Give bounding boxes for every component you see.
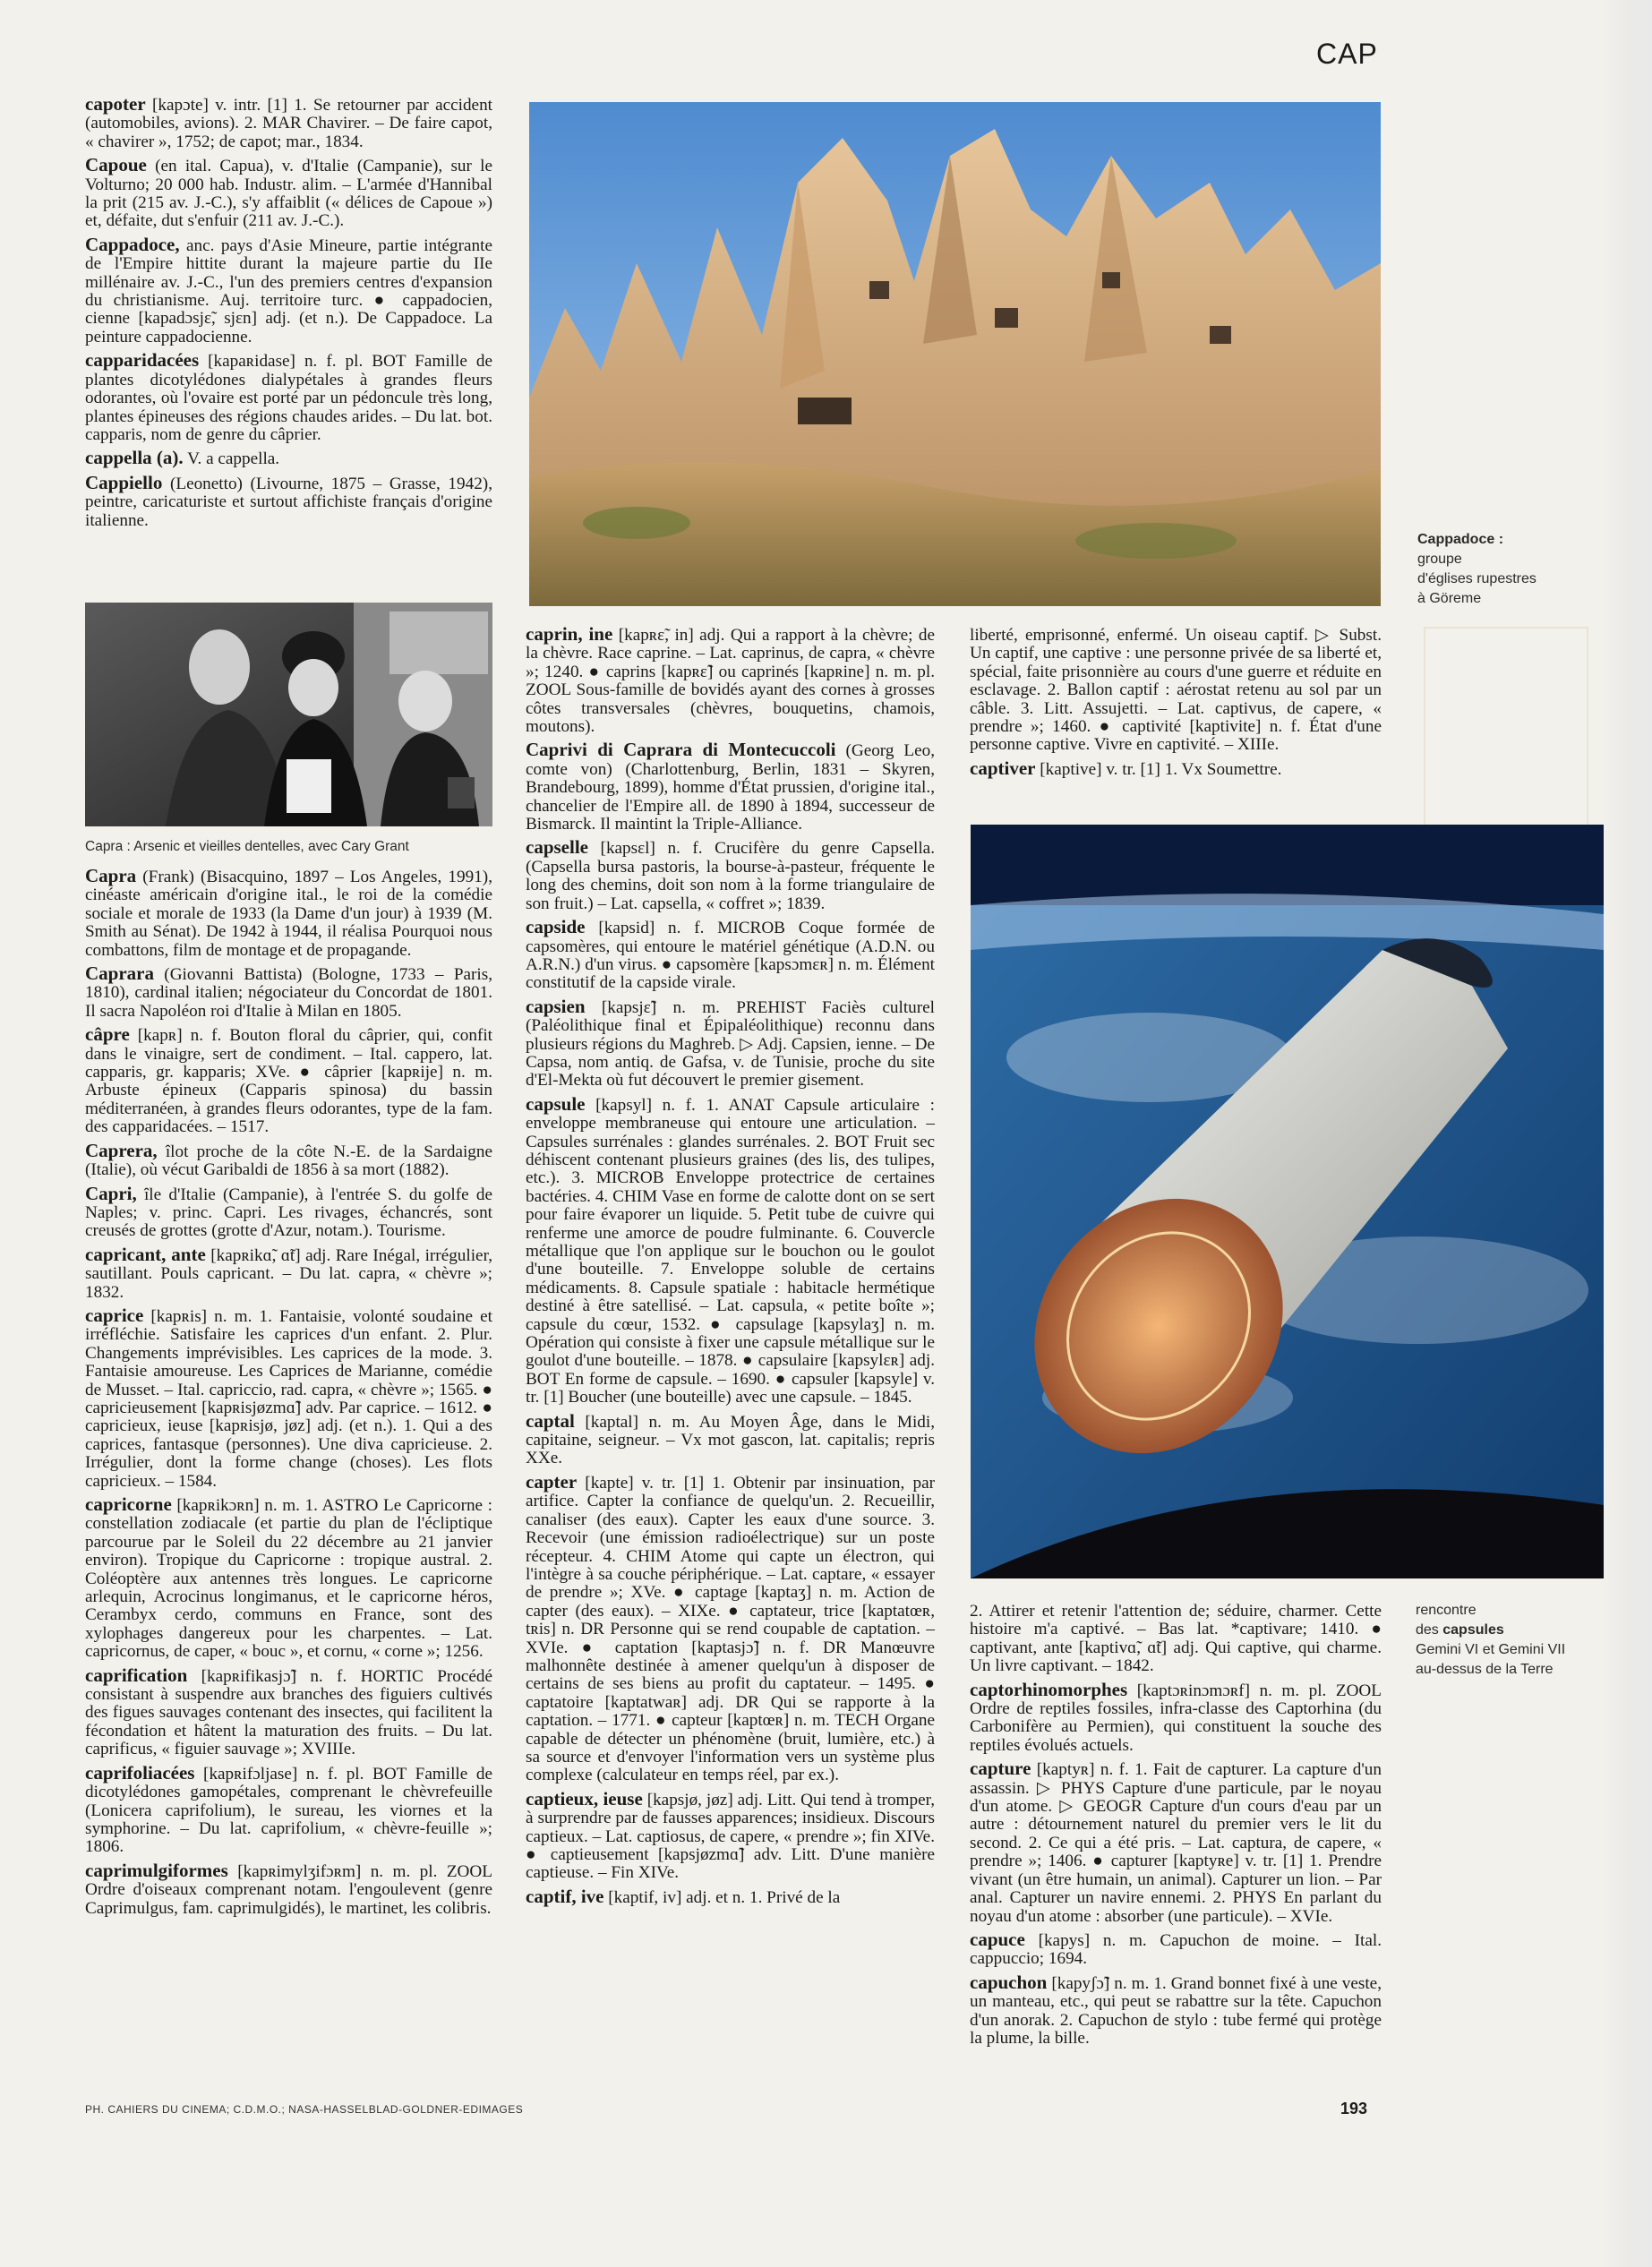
- definition: [kapaʀidase] n. f. pl. BOT Famille de plantes dicotylédones dialypétales à grandes fleurs odorantes, où l'ovaire est porté par un pédoncule très long, plantes épineuses des régions chaudes arides. – Du lat. bot. capparis, nom de genre du câprier.: [85, 352, 492, 444]
- entry: [526, 1409, 935, 1468]
- caption-line: d'églises rupestres: [1417, 571, 1536, 586]
- guide-word: CAP: [1316, 38, 1378, 70]
- entry: [85, 351, 492, 444]
- caption-line: à Göreme: [1417, 591, 1482, 606]
- caption-line: rencontre: [1416, 1603, 1477, 1618]
- definition: [kapsjɛ̃] n. m. PREHIST Faciès culturel (Paléolithique final et Épipaléolithique) reconnu dans plusieurs régions du Maghreb. ▷ Adj. Capsien, ienne. – De Capsa, nom antiq. de Gafsa, v. de Tunisie, proche du site d'El-Mekta où fut découvert le premier gisement.: [526, 997, 935, 1091]
- headword: captiver: [970, 757, 1036, 779]
- caption-line: [1416, 1621, 1565, 1640]
- definition: (Giovanni Battista) (Bologne, 1733 – Paris, 1810), cardinal italien; négociateur du Concordat de 1801. Il sacra Napoléon roi d'Italie à Milan en 1805.: [85, 965, 492, 1021]
- definition: île d'Italie (Campanie), à l'entrée S. du golfe de Naples; v. princ. Capri. Les rivages, échancrés, sont creusés de grottes (grotte d'Azur, notam.). Tourisme.: [85, 1185, 492, 1241]
- definition: (Frank) (Bisacquino, 1897 – Los Angeles, 1991), cinéaste américain d'origine ital., le roi de la comédie sociale et morale de 1933 (la Dame d'un jour) à 1939 (M. Smith au Sénat). De 1942 à 1944, il réalisa Pourquoi nous combattons, film de montage et de propagande.: [85, 868, 492, 960]
- definition: [kapsyl] n. f. 1. ANAT Capsule articulaire : enveloppe membraneuse qui entoure une articulation. – Capsules surrénales : glandes surrénales. 2. BOT Fruit sec déhiscent contenant plusieurs graines (des lis, des tulipes, etc.). 3. MICROB Enveloppe protectrice de certaines bactéries. 4. CHIM Vase en forme de calotte dont on se sert pour faire évaporer un liquide. 5. Petit tube de cuivre qui renferme une amorce de poudre fulminante. 6. Couvercle métallique que l'on applique sur le bouchon ou le goulot d'une bouteille. 7. Enveloppe soluble de certains médicaments. 8. Capsule spatiale : habitacle hermétique destiné à être satellisé. – Lat. capsula, « petite boîte »; capsule du cœur, 1532. ● capsulage [kapsylaʒ] n. m. Opération qui consiste à fixer une capsule métallique sur le goulot d'une bouteille. – 1878. ● capsulaire [kapsylɛʀ] adj. BOT En forme de capsule. – 1690. ● capsuler [kapsyle] v. tr. [1] Boucher (une bouteille) avec une capsule. – 1845.: [526, 1095, 935, 1407]
- definition: (Georg Leo, comte von) (Charlottenburg, Berlin, 1831 – Skyren, Brandebourg, 1899), homme d'État prussien, d'origine ital., chancelier de l'Empire all. de 1890 à 1894, successeur de Bismarck. Il maintint la Triple-Alliance.: [526, 741, 935, 834]
- headword: cappella (a).: [85, 447, 184, 469]
- definition: [kapʀimylʒifɔʀm] n. m. pl. ZOOL Ordre d'oiseaux comprenant notam. l'engoulevent (genre Caprimulgus, fam. caprimulgidés), le martinet, les colibris.: [85, 1861, 492, 1918]
- entry: [970, 1678, 1382, 1756]
- cappadoce-caption: [1417, 530, 1536, 609]
- space-capsule-image: [971, 825, 1604, 1578]
- headword: caprifoliacées: [85, 1761, 195, 1784]
- definition: V. a cappella.: [183, 449, 280, 469]
- entry: [85, 1495, 492, 1662]
- capra-film-photo: [85, 603, 492, 826]
- entry: [526, 1092, 935, 1407]
- capra-caption: Capra : Arsenic et vieilles dentelles, avec Cary Grant: [85, 839, 409, 854]
- entry: [85, 1861, 492, 1918]
- page-number: 193: [1340, 2100, 1368, 2117]
- headword: capparidacées: [85, 349, 200, 372]
- entry: [970, 1759, 1382, 1926]
- entry: [85, 1245, 492, 1302]
- entry: [85, 471, 492, 530]
- headword: capricorne: [85, 1493, 172, 1515]
- definition: (Leonetto) (Livourne, 1875 – Grasse, 1942), peintre, caricaturiste et surtout affichiste français d'origine italienne.: [85, 474, 492, 530]
- definition: [kapʀ] n. f. Bouton floral du câprier, qui, confit dans le vinaigre, sert de condiment. – Ital. cappero, lat. capparis, gr. kapparis; XVe. ● câprier [kapʀije] n. m. Arbuste épineux (Capparis spinosa) du bassin méditerranéen, à grandes fleurs odorantes, type de la fam. des capparidacées. – 1517.: [85, 1026, 492, 1137]
- entry: [526, 1470, 935, 1785]
- entry: [85, 867, 492, 960]
- headword: capselle: [526, 836, 588, 859]
- caption-line: au-dessus de la Terre: [1416, 1662, 1554, 1677]
- caption-title: [1417, 530, 1536, 550]
- entry: [85, 964, 492, 1021]
- headword: caprice: [85, 1304, 144, 1326]
- entry: [526, 1887, 935, 1907]
- photo-credits: PH. CAHIERS DU CINEMA; C.D.M.O.; NASA-HASSELBLAD-GOLDNER-EDIMAGES: [85, 2103, 524, 2116]
- headword: Cappiello: [85, 471, 163, 493]
- gemini-capsules-photo: [971, 825, 1604, 1578]
- definition: îlot proche de la côte N.-E. de la Sardaigne (Italie), où vécut Garibaldi de 1856 à sa mort (1882).: [85, 1142, 492, 1180]
- cappadoce-photo: [529, 102, 1381, 606]
- entry: [526, 918, 935, 993]
- entry: [526, 838, 935, 913]
- entry: [85, 1761, 492, 1857]
- entry: [970, 1930, 1382, 1969]
- entry: [970, 625, 1382, 755]
- definition: [kapɔte] v. intr. [1] 1. Se retourner par accident (automobiles, avions). 2. MAR Chavirer. – De faire capot, « chavirer », 1752; de capot; mar., 1834.: [85, 96, 492, 151]
- entry: [526, 997, 935, 1091]
- headword: capsule: [526, 1092, 586, 1115]
- entry: [526, 740, 935, 834]
- headword: captieux, ieuse: [526, 1787, 643, 1809]
- headword: captorhinomorphes: [970, 1678, 1128, 1700]
- entry: [970, 1973, 1382, 2049]
- entry: [85, 1139, 492, 1180]
- definition: liberté, emprisonné, enfermé. Un oiseau captif. ▷ Subst. Un captif, une captive : une personne privée de sa liberté et, spécial, faite prisonnière au cours d'une guerre et réduite en esclavage. 2. Ballon captif : aérostat retenu au sol par un câble. 3. Litt. Assujetti. – Lat. captivus, de capere, « prendre »; 1460. ● captivité [kaptivite] n. f. État d'une personne captive. Vivre en captivité. – XIIIe.: [970, 626, 1382, 755]
- headword: caprin, ine: [526, 623, 613, 645]
- entry: [85, 1025, 492, 1136]
- column-2: [526, 625, 935, 1912]
- column-3-bottom: [970, 1601, 1382, 2052]
- definition: [kapsid] n. f. MICROB Coque formée de capsomères, qui entoure le matériel génétique (A.D.N. ou A.R.N.) d'un virus. ● capsomère [kapsɔmɛʀ] n. m. Élément constitutif de la capside virale.: [526, 919, 935, 993]
- entry: [970, 1601, 1382, 1676]
- caption-text: des: [1416, 1622, 1443, 1638]
- definition: [kapsjø, jøz] adj. Litt. Qui tend à tromper, à surprendre par de fausses apparences; insidieux. Discours captieux. – Lat. captiosus, de capere, « prendre »; fin XIVe. ● captieusement [kapsjøzmɑ̃] adv. Litt. D'une manière captieuse. – Fin XIVe.: [526, 1790, 936, 1883]
- headword: câpre: [85, 1023, 130, 1046]
- headword: caprimulgiformes: [85, 1859, 228, 1881]
- caption-line: Gemini VI et Gemini VII: [1416, 1642, 1566, 1657]
- entry: [85, 235, 492, 346]
- definition: anc. pays d'Asie Mineure, partie intégrante de l'Empire hittite durant la majeure partie du IIe millénaire av. J.-C., l'un des premiers centres d'expansion du christianisme. Auj. territoire turc. ● cappadocien, cienne [kapadɔsjɛ̃, sjɛn] adj. (et n.). De Cappadoce. La peinture cappadocienne.: [85, 235, 492, 346]
- column-1-bottom: [85, 867, 492, 1922]
- headword: capoter: [85, 93, 146, 115]
- caption-bold-word: capsules: [1442, 1622, 1504, 1638]
- definition: [kapʀikɔʀn] n. m. 1. ASTRO Le Capricorne : constellation zodiacale (et partie du plan de l'écliptique parcourue par le Soleil du 22 décembre au 21 janvier environ). Tropique du Capricorne : tropique austral. 2. Coléoptère aux antennes très longues. Le capricorne arlequin, Acrocinus longimanus, et le capricorne héros, Cerambyx cerdo, communs en France, sont des xylophages dangereux pour les charpentes. – Lat. capricornus, de caper, « bouc », et cornu, « corne »; 1256.: [85, 1496, 492, 1662]
- headword: captif, ive: [526, 1885, 604, 1907]
- entry: [85, 1182, 492, 1241]
- definition: [kapʀifɔljase] n. f. pl. BOT Famille de dicotylédones gamopétales, comprenant le chèvrefeuille (Lonicera caprifolium), le sureau, les viornes et la symphorine. – Du lat. caprifolium, « chèvre-feuille »; 1806.: [85, 1764, 492, 1857]
- entry: [526, 625, 935, 736]
- headword: Capra: [85, 865, 137, 886]
- headword: capricant, ante: [85, 1243, 206, 1265]
- column-3-top: [970, 625, 1382, 783]
- headword: capside: [526, 916, 586, 938]
- entry: [85, 1306, 492, 1491]
- headword: Caprara: [85, 962, 154, 985]
- entry: [85, 95, 492, 151]
- headword: capter: [526, 1470, 578, 1493]
- entry: [85, 449, 492, 468]
- caption-line: groupe: [1417, 552, 1462, 567]
- capsules-caption: [1416, 1601, 1565, 1680]
- definition: [kapʀifikasjɔ̃] n. f. HORTIC Procédé consistant à suspendre aux branches des figuiers cultivés des figues sauvages contenant des insectes, qui facilitent la fécondation et hâtent la maturation des fruits. – Du lat. caprificus, « figuier sauvage »; XVIIIe.: [85, 1666, 492, 1759]
- headword: captal: [526, 1409, 575, 1432]
- headword: Capri,: [85, 1182, 137, 1204]
- definition: [kaptyʀ] n. f. 1. Fait de capturer. La capture d'un assassin. ▷ PHYS Capture d'une particule, par le noyau d'un atome. ▷ GEOGR Capture d'un cours d'eau par un autre : détournement naturel du premier vers le lit du second. 2. Ce qui a été pris. – Lat. captura, de capere, « prendre »; 1406. ● capturer [kaptyʀe] v. tr. [1] 1. Prendre vivant (un être humain, un animal). Capturer un lion. – Par anal. Capturer un navire ennemi. 2. PHYS En parlant du noyau d'un atome : absorber (une particule). – XVIe.: [970, 1760, 1382, 1926]
- caption-title-text: Cappadoce :: [1417, 532, 1504, 547]
- headword: capuce: [970, 1928, 1025, 1950]
- headword: capture: [970, 1758, 1031, 1780]
- definition: [kapte] v. tr. [1] 1. Obtenir par insinuation, par artifice. Capter la confiance de quelqu'un. 2. Recueillir, canaliser (des eaux). Capter les eaux d'une source. 3. Recevoir (une émission radioélectrique) sur un poste récepteur. 4. CHIM Atome qui capte un électron, qui l'intègre à sa couche périphérique. – Lat. captare, « essayer de prendre »; XVe. ● captage [kaptaʒ] n. m. Action de capter (des eaux). – XIXe. ● captateur, trice [kaptatœʀ, tʀis] n. DR Personne qui se rend coupable de captation. – XVIe. ● captation [kaptasjɔ̃] n. f. DR Manœuvre malhonnête destinée à amener quelqu'un à disposer de certains de ses biens au profit du captateur. – 1495. ● captatoire [kaptatwaʀ] adj. DR Qui se rapporte à la captation. – 1771. ● capteur [kaptœʀ] n. m. TECH Organe capable de détecter un phénomène (bruit, lumière, etc.) à sa source et d'envoyer l'information vers un système plus complexe (calculateur en temps réel, par ex.).: [526, 1473, 935, 1785]
- definition: [kaptive] v. tr. [1] 1. Vx Soumettre.: [1035, 759, 1282, 779]
- definition: [kaptif, iv] adj. et n. 1. Privé de la: [603, 1887, 841, 1907]
- headword: capuchon: [970, 1971, 1048, 1993]
- column-1-top: [85, 95, 492, 535]
- headword: caprification: [85, 1664, 188, 1686]
- definition: [kaptɔʀinɔmɔʀf] n. m. pl. ZOOL Ordre de reptiles fossiles, infra-classe des Captorhina (du Carbonifère au Permien), qui constituent la souche des reptiles évolués actuels.: [970, 1681, 1382, 1755]
- definition: [kapʀis] n. m. 1. Fantaisie, volonté soudaine et irréfléchie. Satisfaire les caprices d'un enfant. 2. Plur. Changements imprévisibles. Les caprices de la mode. 3. Fantaisie amoureuse. Les Caprices de Marianne, comédie de Musset. – Ital. capriccio, rad. capra, « chèvre »; 1565. ● capricieusement [kapʀisjøzmɑ̃] adv. Par caprice. – 1612. ● capricieux, ieuse [kapʀisjø, jøz] adj. (et n.). 1. Qui a des caprices, fantasque (personnes). Une diva capricieuse. 2. Irrégulier, dont la forme change (choses). Les flots capricieux. – 1584.: [85, 1306, 492, 1491]
- definition: (en ital. Capua), v. d'Italie (Campanie), sur le Volturno; 20 000 hab. Industr. alim. – L'armée d'Hannibal la prit (215 av. J.-C.), s'y affaiblit (« délices de Capoue ») et, défaite, dut s'enfuir (211 av. J.-C.).: [85, 157, 492, 231]
- definition: [kapʀɛ̃, in] adj. Qui a rapport à la chèvre; de la chèvre. Race caprine. – Lat. caprinus, de capra, « chèvre »; 1240. ● caprins [kapʀɛ̃] ou caprinés [kapʀine] n. m. pl. ZOOL Sous-famille de bovidés ayant des cornes à grosses côtes transversales (chèvres, bouquetins, chamois, moutons).: [526, 626, 935, 737]
- definition: [kapys] n. m. Capuchon de moine. – Ital. cappuccio; 1694.: [970, 1930, 1382, 1969]
- goreme-landscape-image: [529, 102, 1381, 606]
- film-still-image: [85, 603, 492, 826]
- entry: [526, 1787, 936, 1883]
- page-edge-shadow: [1603, 0, 1652, 2267]
- headword: Caprera,: [85, 1139, 158, 1161]
- headword: capsien: [526, 995, 586, 1017]
- headword: Capoue: [85, 154, 147, 176]
- definition: [kapyʃɔ̃] n. m. 1. Grand bonnet fixé à une veste, un manteau, etc., qui peut se rabattre sur la tête. Capuchon d'un anorak. 2. Capuchon de stylo : tube fermé qui protège la plume, la bille.: [970, 1973, 1382, 2048]
- headword: Caprivi di Caprara di Montecuccoli: [526, 739, 836, 761]
- entry: [85, 156, 492, 231]
- definition: [kaptal] n. m. Au Moyen Âge, dans le Midi, capitaine, seigneur. – Vx mot gascon, lat. capitalis; repris XXe.: [526, 1412, 935, 1468]
- entry: [85, 1666, 492, 1759]
- definition: [kapʀikɑ̃, ɑ̃t] adj. Rare Inégal, irrégulier, sautillant. Pouls capricant. – Du lat. capra, « chèvre »; 1832.: [85, 1245, 492, 1302]
- definition: [kapsɛl] n. f. Crucifère du genre Capsella. (Capsella bursa pastoris, la bourse-à-pasteur, fréquente le long des chemins, doit son nom à la forme triangulaire de son fruit.) – Lat. capsella, « coffret »; 1839.: [526, 839, 935, 913]
- headword: Cappadoce,: [85, 233, 180, 255]
- entry: [970, 759, 1382, 779]
- definition: 2. Attirer et retenir l'attention de; séduire, charmer. Cette histoire m'a captivé. – Bas lat. *captivare; 1410. ● captivant, ante [kaptivɑ̃, ɑ̃t] adj. Qui captive, qui charme. Un livre captivant. – 1842.: [970, 1602, 1382, 1676]
